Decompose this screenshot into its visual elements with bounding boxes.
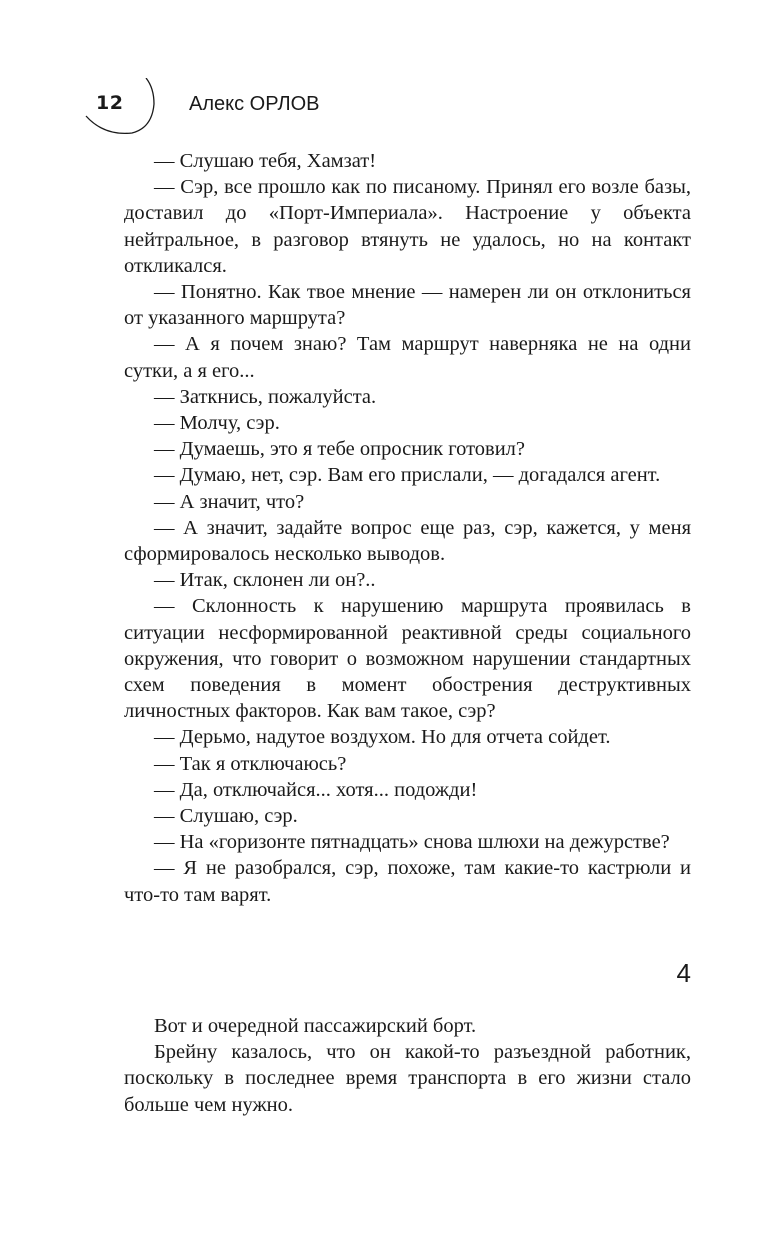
paragraph: Вот и очередной пассажирский борт.	[154, 1015, 477, 1037]
chapter-number: 4	[676, 958, 691, 988]
paragraph: — На «горизонте пятнадцать» снова шлюхи на дежурстве?	[154, 831, 670, 854]
chapter-text	[124, 1013, 691, 1118]
running-head-author: Алекс ОРЛОВ	[189, 93, 320, 115]
paragraph: — А я почем знаю? Там маршрут наверняка не на одни сутки, а я его...	[124, 333, 691, 382]
dialogue-text	[124, 148, 691, 908]
paragraph: — Склонность к нарушению маршрута проявилась в ситуации несформированной реактивной среды социального окружения, что говорит о возможном нарушении стандартных схем поведения в момент обострения деструктивных личностных факторов. Как вам такое, сэр?	[124, 595, 691, 723]
paragraph: — Да, отключайся... хотя... подожди!	[154, 778, 478, 801]
paragraph: — Я не разобрался, сэр, похоже, там какие-то кастрюли и что-то там варят.	[124, 857, 691, 906]
paragraph: — А значит, что?	[154, 490, 305, 513]
paragraph: — Думаю, нет, сэр. Вам его прислали, — догадался агент.	[154, 464, 661, 487]
paragraph: — Слушаю, сэр.	[154, 805, 298, 828]
page-header	[82, 78, 362, 138]
paragraph: Брейну казалось, что он какой-то разъездной работник, поскольку в последнее время транспорта в его жизни стало больше чем нужно.	[124, 1041, 691, 1116]
paragraph: — Заткнись, пожалуйста.	[154, 385, 377, 408]
paragraph: — Слушаю тебя, Хамзат!	[154, 150, 377, 172]
paragraph: — Сэр, все прошло как по писаному. Принял его возле базы, доставил до «Порт-Империала». Настроение у объекта нейтральное, в разговор втянуть не удалось, но на контакт откликался.	[124, 176, 691, 277]
paragraph: — Понятно. Как твое мнение — намерен ли он отклониться от указанного маршрута?	[124, 281, 691, 330]
page-number: 12	[96, 92, 124, 114]
paragraph: — Дерьмо, надутое воздухом. Но для отчета сойдет.	[154, 726, 611, 749]
paragraph: — А значит, задайте вопрос еще раз, сэр, кажется, у меня сформировалось несколько выводов.	[124, 516, 691, 566]
paragraph: — Итак, склонен ли он?..	[154, 569, 376, 592]
paragraph: — Так я отключаюсь?	[154, 752, 347, 775]
paragraph: — Думаешь, это я тебе опросник готовил?	[154, 438, 526, 461]
paragraph: — Молчу, сэр.	[154, 412, 280, 435]
